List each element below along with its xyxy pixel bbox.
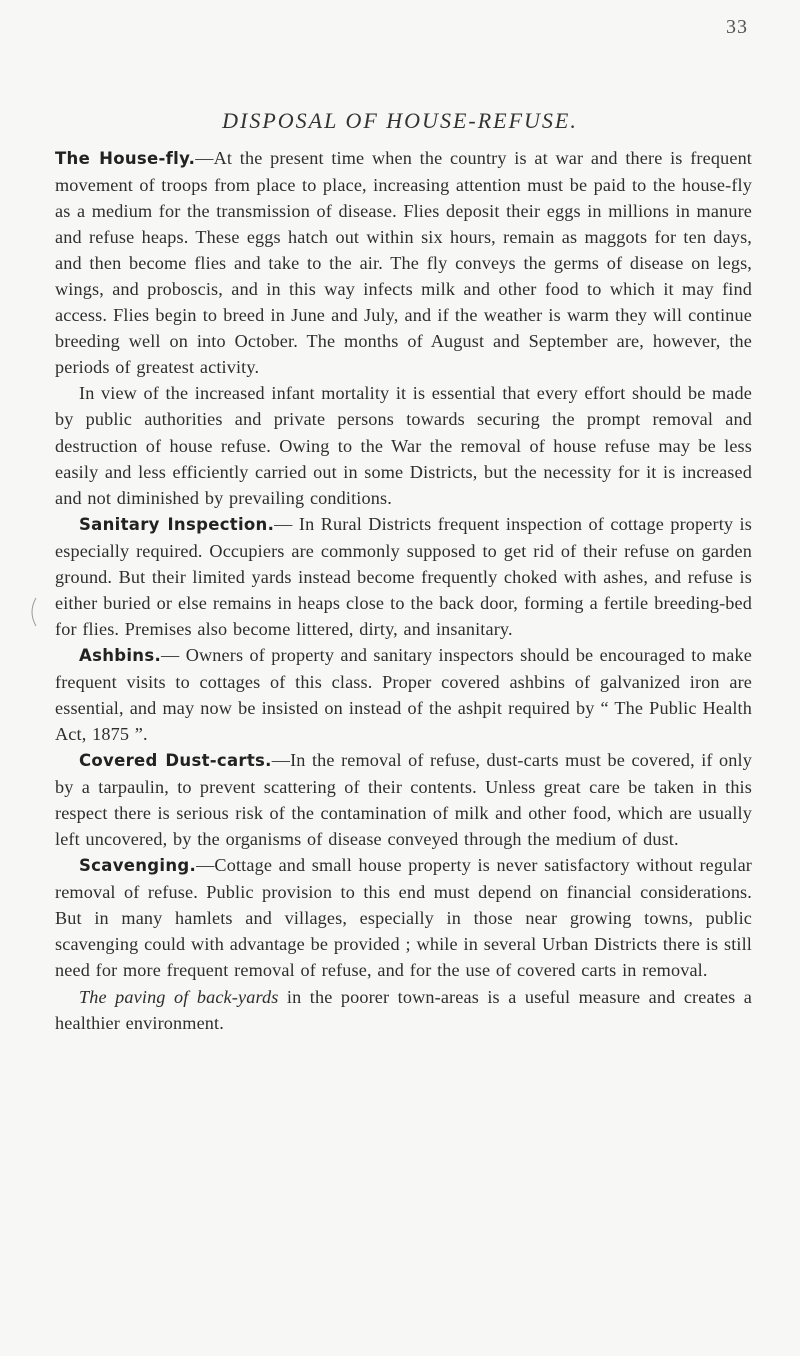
body-text (55, 145, 752, 1036)
text-sanitary-inspection: — In Rural Districts frequent inspection of cottage property is especially required. Occupiers are commonly supposed to get rid of their refuse on garden ground. But their limited yards instead become frequently choked with ashes, and refuse is either buried or else remains in heaps close to the back door, forming a fertile breeding-bed for flies. Premises also become littered, dirty, and insanitary. (55, 513, 752, 639)
heading-scavenging: Scavenging. (79, 856, 197, 876)
margin-pencil-mark (26, 597, 38, 627)
heading-ashbins: Ashbins. (79, 645, 162, 665)
paragraph-infant-mortality (55, 380, 752, 510)
paragraph-sanitary-inspection (55, 511, 752, 642)
text-paving: in the poorer town-areas is a useful measure and creates a healthier environment. (55, 986, 752, 1033)
text-infant-mortality: In view of the increased infant mortality it is essential that every effort should be made by public authorities and private persons towards securing the prompt removal and destruction of house refuse. Owing to the War the removal of house refuse may be less easily and less efficiently carried out in some Districts, but the necessity for it is increased and not diminished by prevailing conditions. (55, 383, 752, 508)
paragraph-paving (55, 984, 752, 1036)
text-house-fly: —At the present time when the country is at war and there is frequent movement of troops from place to place, increasing attention must be paid to the house-fly as a medium for the transmission of disease. Flies deposit their eggs in millions in manure and refuse heaps. These eggs hatch out within six hours, remain as maggots for ten days, and then become flies and take to the air. The fly conveys the germs of disease on legs, wings, and proboscis, and in this way infects milk and other food to which it may find access. Flies begin to breed in June and July, and if the weather is warm they will continue breeding well on into October. The months of August and September are, however, the periods of greatest activity. (55, 148, 753, 378)
page-number: 33 (726, 16, 748, 38)
paragraph-house-fly (55, 145, 752, 380)
heading-house-fly: The House-fly. (55, 149, 196, 168)
text-ashbins: — Owners of property and sanitary inspectors should be encouraged to make frequent visits to cottages of this class. Proper covered ashbins of galvanized iron are essential, and may now be insisted on instead of the ashpit required by “ The Public Health Act, 1875 ”. (55, 644, 752, 745)
heading-sanitary-inspection: Sanitary Inspection. (79, 514, 275, 534)
heading-dust-carts: Covered Dust-carts. (79, 751, 272, 771)
paragraph-ashbins (55, 642, 752, 747)
paragraph-scavenging (55, 852, 752, 983)
page-title: DISPOSAL OF HOUSE-REFUSE. (222, 108, 578, 133)
paragraph-dust-carts (55, 747, 752, 852)
heading-paving: The paving of back-yards (79, 986, 279, 1007)
text-dust-carts: —In the removal of refuse, dust-carts must be covered, if only by a tarpaulin, to prevent scattering of their contents. Unless great care be taken in this respect there is serious risk of the contamination of milk and other food, which are usually left uncovered, by the organisms of disease conveyed through the medium of dust. (55, 750, 752, 850)
text-scavenging: —Cottage and small house property is never satisfactory without regular removal of refuse. Public provision to this end must depend on financial considerations. But in many hamlets and villages, especially in those near growing towns, public scavenging could with advantage be provided ; while in several Urban Districts there is still need for more frequent removal of refuse, and for the use of covered carts in removal. (55, 855, 752, 981)
